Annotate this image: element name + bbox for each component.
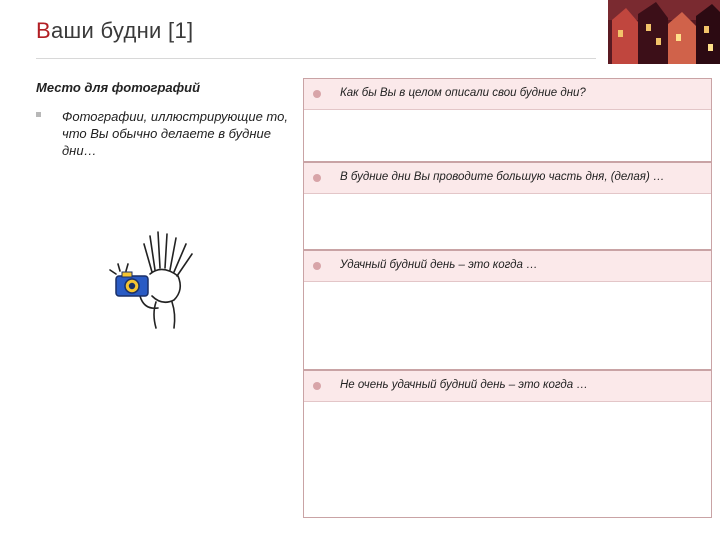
round-bullet-icon — [313, 174, 321, 182]
slide-title-rest: аши будни [1] — [50, 18, 194, 43]
question-header — [304, 371, 711, 402]
slide-title-initial: В — [36, 18, 51, 43]
title-divider — [36, 58, 596, 59]
question-text: В будние дни Вы проводите большую часть дня, (делая) … — [340, 171, 665, 183]
slide-title — [36, 18, 193, 44]
question-text: Не очень удачный будний день – это когда … — [340, 379, 588, 391]
round-bullet-icon — [313, 90, 321, 98]
question-text: Удачный будний день – это когда … — [340, 259, 538, 271]
corner-cityscape-image — [608, 0, 720, 64]
question-card-4 — [303, 370, 712, 518]
question-header — [304, 251, 711, 282]
question-header — [304, 163, 711, 194]
round-bullet-icon — [313, 262, 321, 270]
question-header — [304, 79, 711, 110]
question-card-2 — [303, 162, 712, 250]
person-with-camera-illustration — [100, 230, 210, 330]
photo-area-heading: Место для фотографий — [36, 80, 201, 95]
question-card-3 — [303, 250, 712, 370]
photo-area-bullet-text: Фотографии, иллюстрирующие то, что Вы обычно делаете в будние дни… — [62, 109, 288, 158]
photo-area-bullet — [36, 108, 296, 159]
round-bullet-icon — [313, 382, 321, 390]
question-text: Как бы Вы в целом описали свои будние дни? — [340, 87, 586, 99]
square-bullet-icon — [36, 112, 41, 117]
question-card-1 — [303, 78, 712, 162]
